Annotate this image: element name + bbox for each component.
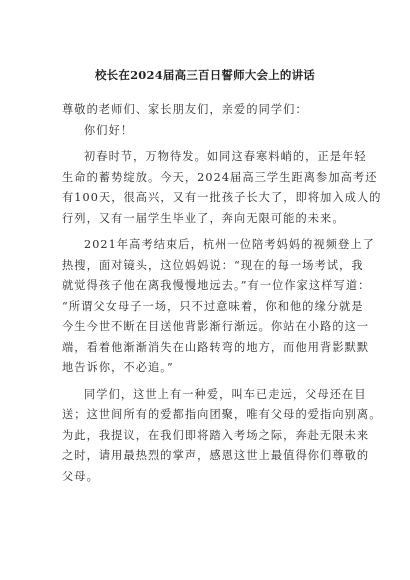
paragraph-line: “所谓父女母子一场，只不过意味着，你和他的缘分就是 [62, 299, 364, 313]
paragraph-line: 就觉得孩子他在离我慢慢地远去。”有一位作家这样写道： [62, 279, 371, 292]
paragraph-line: 热搜，面对镜头，这位妈妈说：“现在的每一场考试，我 [62, 258, 364, 272]
paragraph-line: 端，看着他渐渐消失在山路转弯的地方，而他用背影默默 [62, 340, 370, 354]
paragraph-line: 行列，又有一届学生毕业了，奔向无限可能的未来。 [62, 211, 345, 225]
document-body [62, 100, 382, 487]
paragraph-line: 今生今世不断在目送他背影渐行渐远。你站在小路的这一 [62, 320, 370, 333]
document-title: 校长在2024届高三百日誓师大会上的讲话 [94, 68, 315, 82]
salutation: 尊敬的老师们、家长朋友们，亲爱的同学们： [62, 103, 308, 116]
paragraph-line: 为此，我提议，在我们即将踏入考场之际，奔赴无限未来 [62, 428, 370, 442]
paragraph-line: 有100天，很高兴，又有一批孩子长大了，即将加入成人的 [62, 191, 382, 204]
paragraph-3 [62, 385, 382, 488]
paragraph-line: 同学们，这世上有一种爱，叫车已走远，父母还在目 [84, 387, 367, 401]
paragraph-line: 2021年高考结束后，杭州一位陪考妈妈的视频登上了 [84, 238, 375, 251]
paragraph-line: 地告诉你，不必追。” [62, 361, 174, 374]
paragraph-line: 父母。 [62, 469, 99, 483]
paragraph-line: 初春时节，万物待发。如同这春寒料峭的，正是年轻 [84, 150, 367, 163]
greeting: 你们好！ [84, 123, 134, 137]
paragraph-1 [62, 147, 382, 229]
paragraph-line: 生命的蓄势绽放。今天，2024届高三学生距离参加高考还 [62, 170, 378, 184]
paragraph-line: 送；这世间所有的爱都指向团聚，唯有父母的爱指向别离。 [62, 408, 382, 421]
paragraph-2 [62, 235, 375, 379]
paragraph-line: 之时，请用最热烈的掌声，感恩这世上最值得你们尊敬的 [62, 449, 370, 462]
